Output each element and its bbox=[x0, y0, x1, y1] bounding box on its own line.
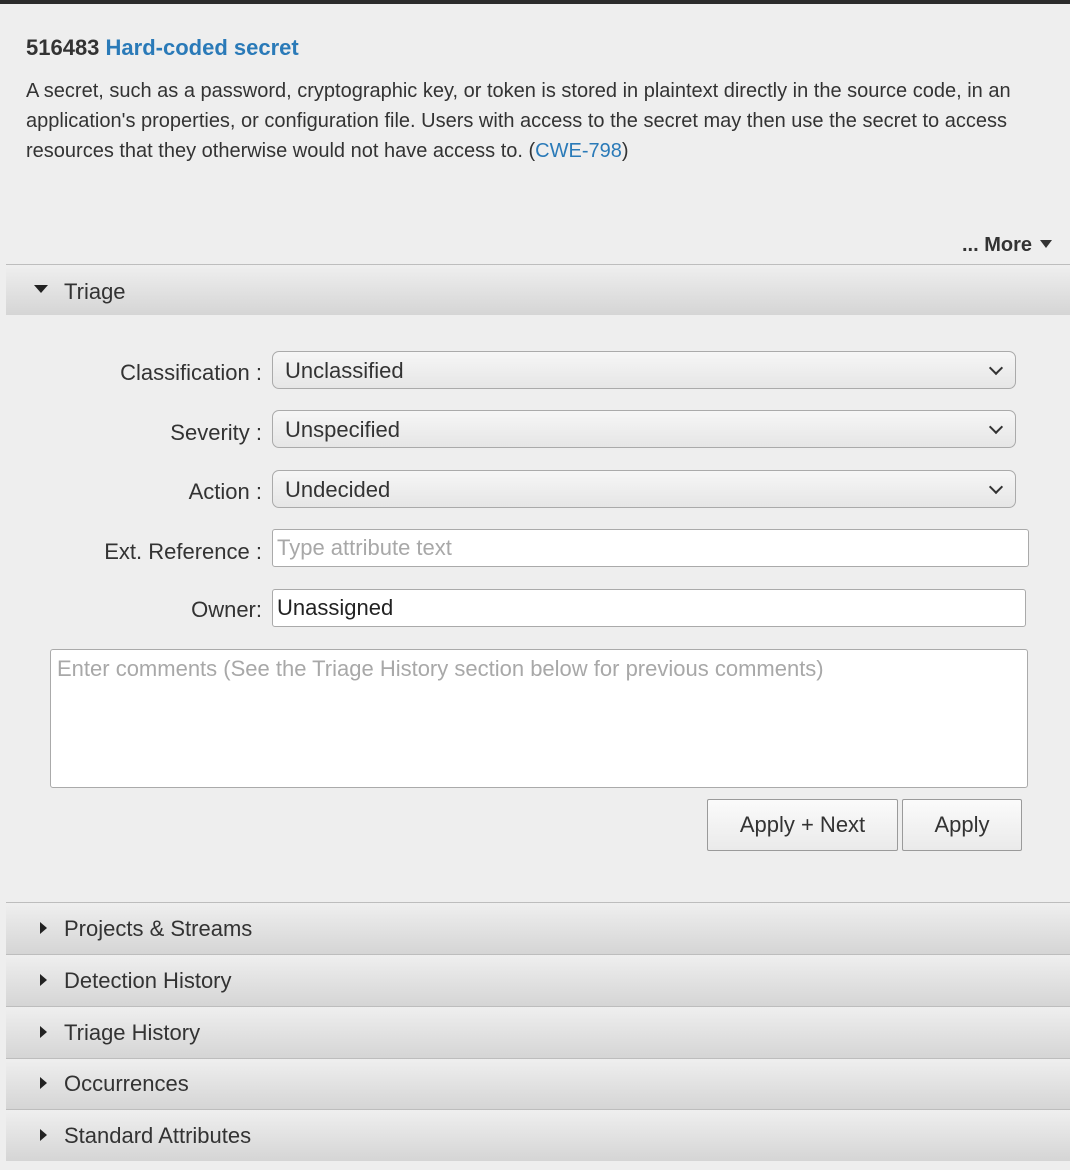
classification-row bbox=[0, 351, 1070, 391]
section-label: Detection History bbox=[64, 968, 232, 993]
apply-next-button[interactable]: Apply + Next bbox=[707, 799, 898, 851]
section-standard-attributes[interactable] bbox=[6, 1109, 1070, 1161]
triangle-right-icon bbox=[40, 1129, 47, 1141]
severity-select[interactable] bbox=[272, 410, 1016, 448]
owner-label: Owner: bbox=[191, 597, 262, 622]
classification-select[interactable] bbox=[272, 351, 1016, 389]
triangle-right-icon bbox=[40, 1026, 47, 1038]
section-label: Triage bbox=[64, 279, 126, 304]
action-row bbox=[0, 470, 1070, 510]
comments-textarea[interactable] bbox=[50, 649, 1028, 788]
apply-button[interactable]: Apply bbox=[902, 799, 1022, 851]
section-label: Projects & Streams bbox=[64, 916, 253, 941]
issue-header bbox=[26, 34, 1056, 166]
triangle-right-icon bbox=[40, 974, 47, 986]
section-triage-history[interactable] bbox=[6, 1006, 1070, 1058]
ext-reference-row bbox=[0, 529, 1070, 569]
caret-down-icon bbox=[1040, 240, 1052, 248]
ext-reference-input[interactable] bbox=[272, 529, 1029, 567]
owner-input[interactable] bbox=[272, 589, 1026, 627]
description-end: ) bbox=[621, 140, 629, 162]
more-label: ... More bbox=[961, 234, 1032, 256]
section-detection-history[interactable] bbox=[6, 954, 1070, 1006]
section-triage-header[interactable] bbox=[6, 264, 1070, 315]
chevron-down-icon bbox=[989, 480, 1003, 494]
severity-row bbox=[0, 410, 1070, 450]
classification-label: Classification : bbox=[120, 360, 262, 385]
section-label: Occurrences bbox=[64, 1071, 189, 1096]
section-label: Triage History bbox=[64, 1020, 201, 1045]
triangle-down-icon bbox=[34, 285, 48, 293]
description-text: A secret, such as a password, cryptographic key, or token is stored in plaintext directly in the source code, in an application's properties, or configuration file. Users with access to the secret may then use the secret to access resources that they otherwise would not have access to. ( bbox=[26, 80, 1011, 162]
top-border bbox=[0, 0, 1070, 4]
section-occurrences[interactable] bbox=[6, 1058, 1070, 1109]
issue-description bbox=[26, 76, 1056, 166]
issue-id: 516483 bbox=[26, 35, 100, 60]
severity-value: Unspecified bbox=[285, 417, 400, 442]
issue-title-link[interactable]: Hard-coded secret bbox=[105, 35, 299, 60]
chevron-down-icon bbox=[989, 361, 1003, 375]
cwe-link[interactable]: CWE-798 bbox=[535, 140, 622, 162]
action-label: Action : bbox=[188, 479, 262, 504]
more-toggle[interactable] bbox=[962, 234, 1052, 257]
section-projects-streams[interactable] bbox=[6, 902, 1070, 954]
severity-label: Severity : bbox=[170, 420, 262, 445]
action-value: Undecided bbox=[285, 477, 391, 502]
triangle-right-icon bbox=[40, 1077, 47, 1089]
action-select[interactable] bbox=[272, 470, 1016, 508]
classification-value: Unclassified bbox=[285, 358, 404, 383]
owner-row bbox=[0, 589, 1070, 629]
ext-reference-label: Ext. Reference : bbox=[104, 539, 262, 564]
triangle-right-icon bbox=[40, 922, 47, 934]
issue-title bbox=[26, 34, 1056, 62]
section-label: Standard Attributes bbox=[64, 1123, 252, 1148]
chevron-down-icon bbox=[989, 420, 1003, 434]
